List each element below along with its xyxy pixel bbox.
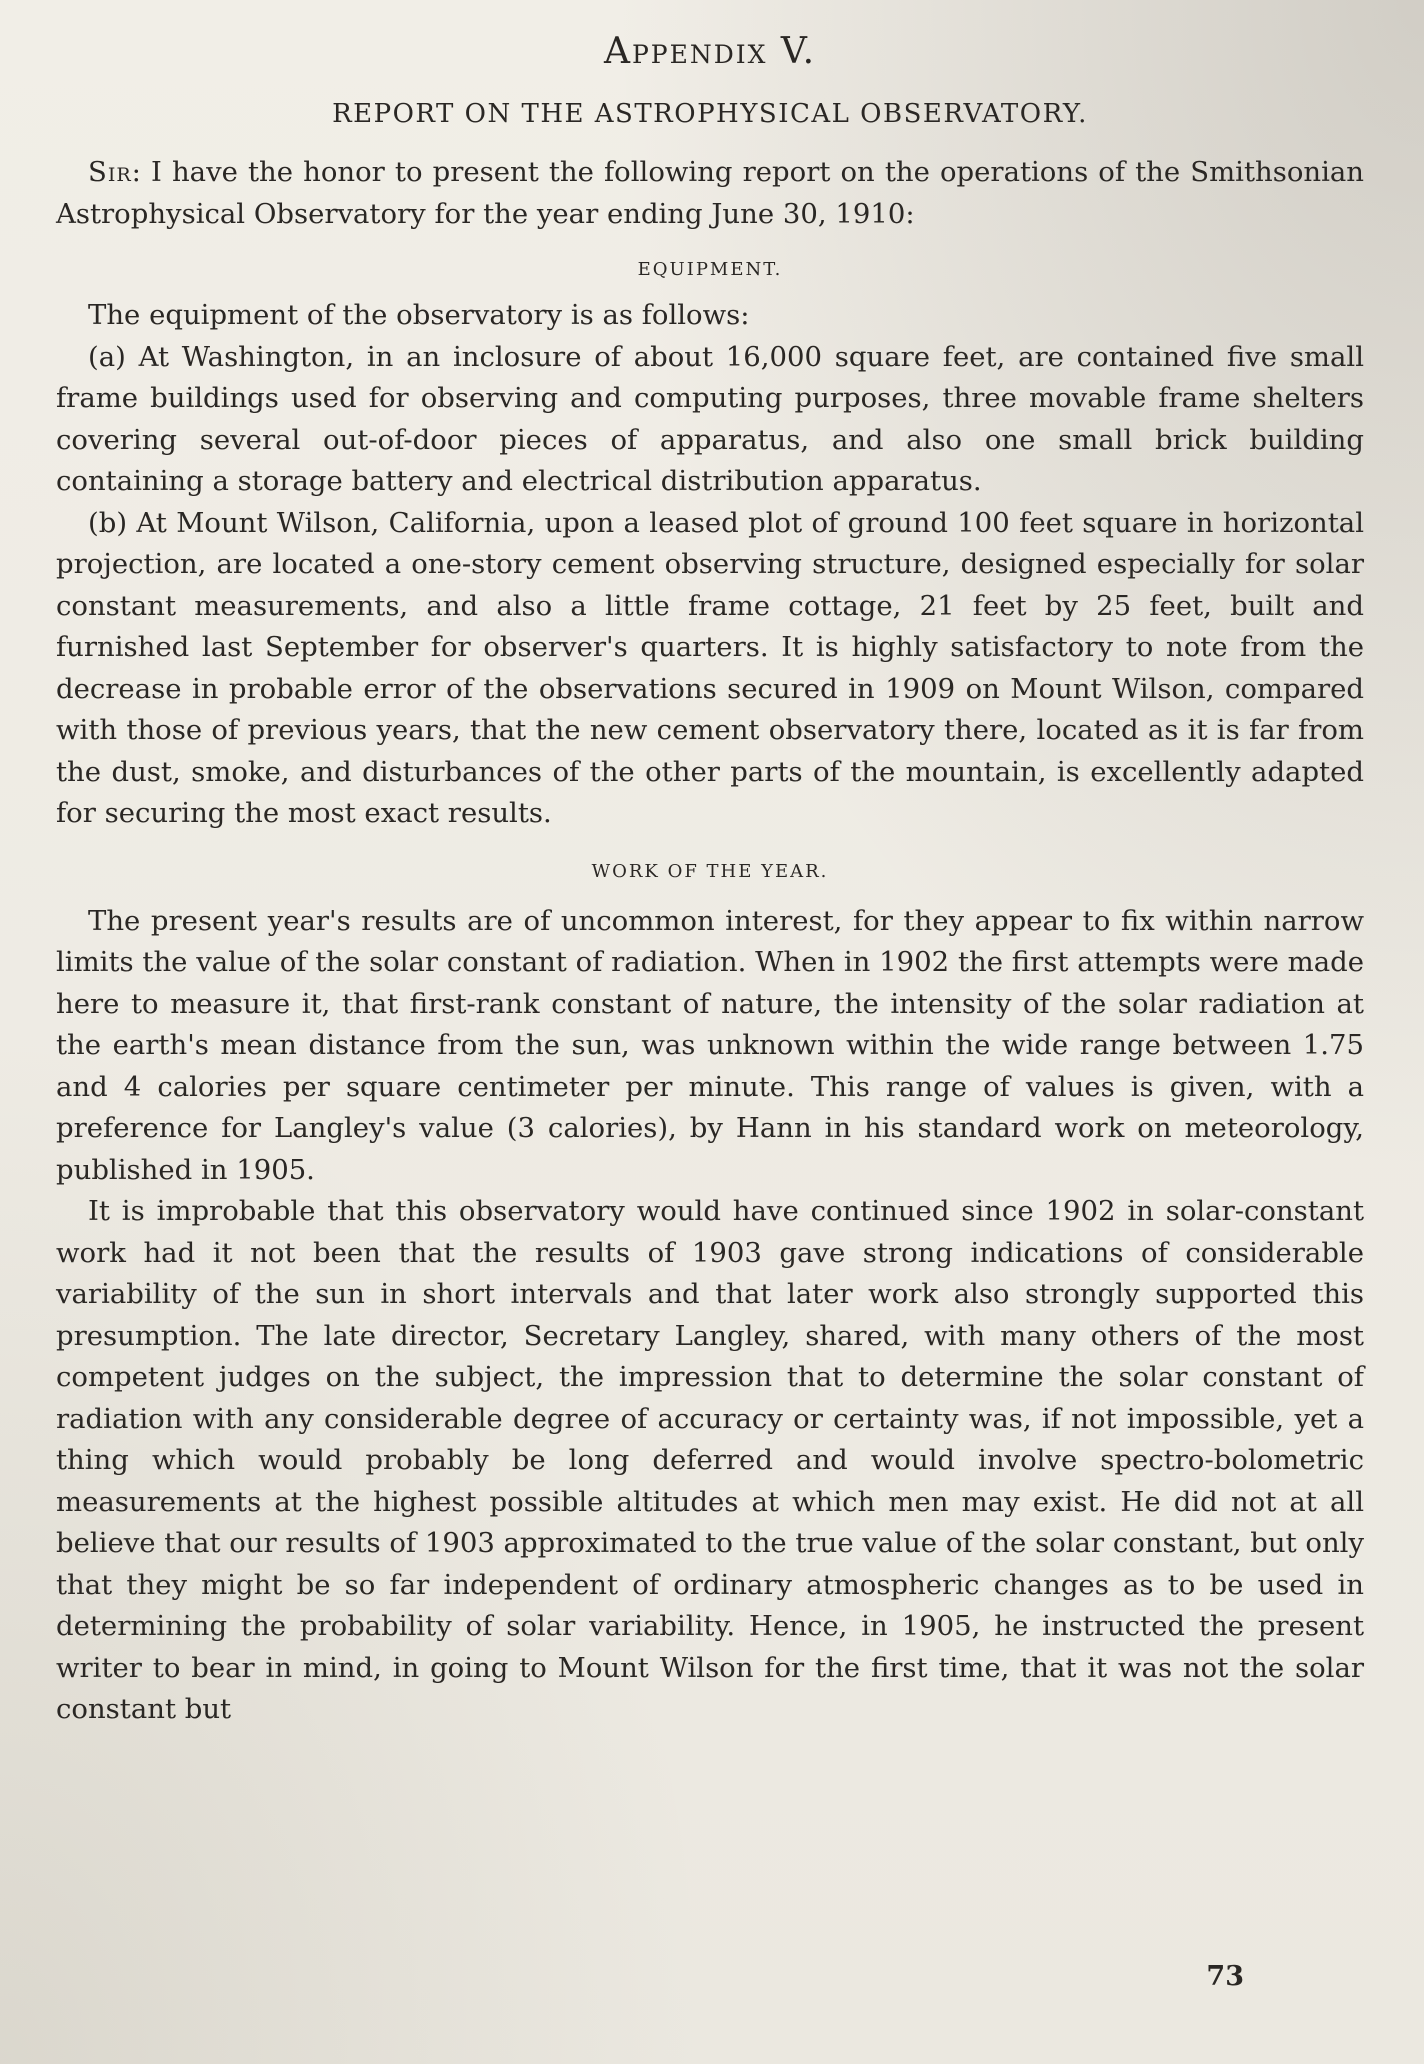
salutation: Sir [88,156,132,188]
report-title: REPORT ON THE ASTROPHYSICAL OBSERVATORY. [332,99,1088,129]
section-heading-equipment: EQUIPMENT. [637,259,783,280]
paragraph: The equipment of the observatory is as follows: [88,299,750,331]
page-number: 73 [1206,1961,1244,1992]
paragraph: (a) At Washington, in an inclosure of about 16,000 square feet, are contained five small frame buildings used for observing and computing purposes, three movable frame shelters covering several out-of-door pieces of apparatus, and also one small brick building containing a storage battery and electrical distribution apparatus. [56,340,1364,497]
intro-paragraph [56,152,1364,235]
section-heading-work: WORK OF THE YEAR. [591,860,829,882]
appendix-heading: Appendix V. [603,31,817,72]
paragraph: The present year's results are of uncommon interest, for they appear to fix within narrow limits the value of the solar constant of radiation. When in 1902 the first attempts were made here to measure it, that first-rank constant of nature, the intensity of the solar radiation at the earth's mean distance from the sun, was unknown within the wide range between 1.75 and 4 calories per square centimeter per minute. This range of values is given, with a preference for Langley's value (3 calories), by Hann in his standard work on meteorology, published in 1905. [56,904,1364,1186]
paragraph: It is improbable that this observatory would have continued since 1902 in solar-constant work had it not been that the results of 1903 gave strong indications of considerable variability of the sun in short intervals and that later work also strongly supported this presumption. The late director, Secretary Langley, shared, with many others of the most competent judges on the subject, the impression that to determine the solar constant of radiation with any considerable degree of accuracy or certainty was, if not impossible, yet a thing which would probably be long deferred and would involve spectro-bolometric measurements at the highest possible altitudes at which men may exist. He did not at all believe that our results of 1903 approximated to the true value of the solar constant, but only that they might be so far independent of ordinary atmospheric changes as to be used in determining the probability of solar variability. Hence, in 1905, he instructed the present writer to bear in mind, in going to Mount Wilson for the first time, that it was not the solar constant but [56,1195,1364,1725]
intro-text: : I have the honor to present the following report on the operations of the Smithsonian Astrophysical Observatory for the year ending June 30, 1910: [56,156,1364,230]
paragraph: (b) At Mount Wilson, California, upon a leased plot of ground 100 feet square in horizontal projection, are located a one-story cement observing structure, designed especially for solar constant measurements, and also a little frame cottage, 21 feet by 25 feet, built and furnished last September for observer's quarters. It is highly satisfactory to note from the decrease in probable error of the observations secured in 1909 on Mount Wilson, compared with those of previous years, that the new cement observatory there, located as it is far from the dust, smoke, and disturbances of the other parts of the mountain, is excellently adapted for securing the most exact results. [56,506,1364,829]
